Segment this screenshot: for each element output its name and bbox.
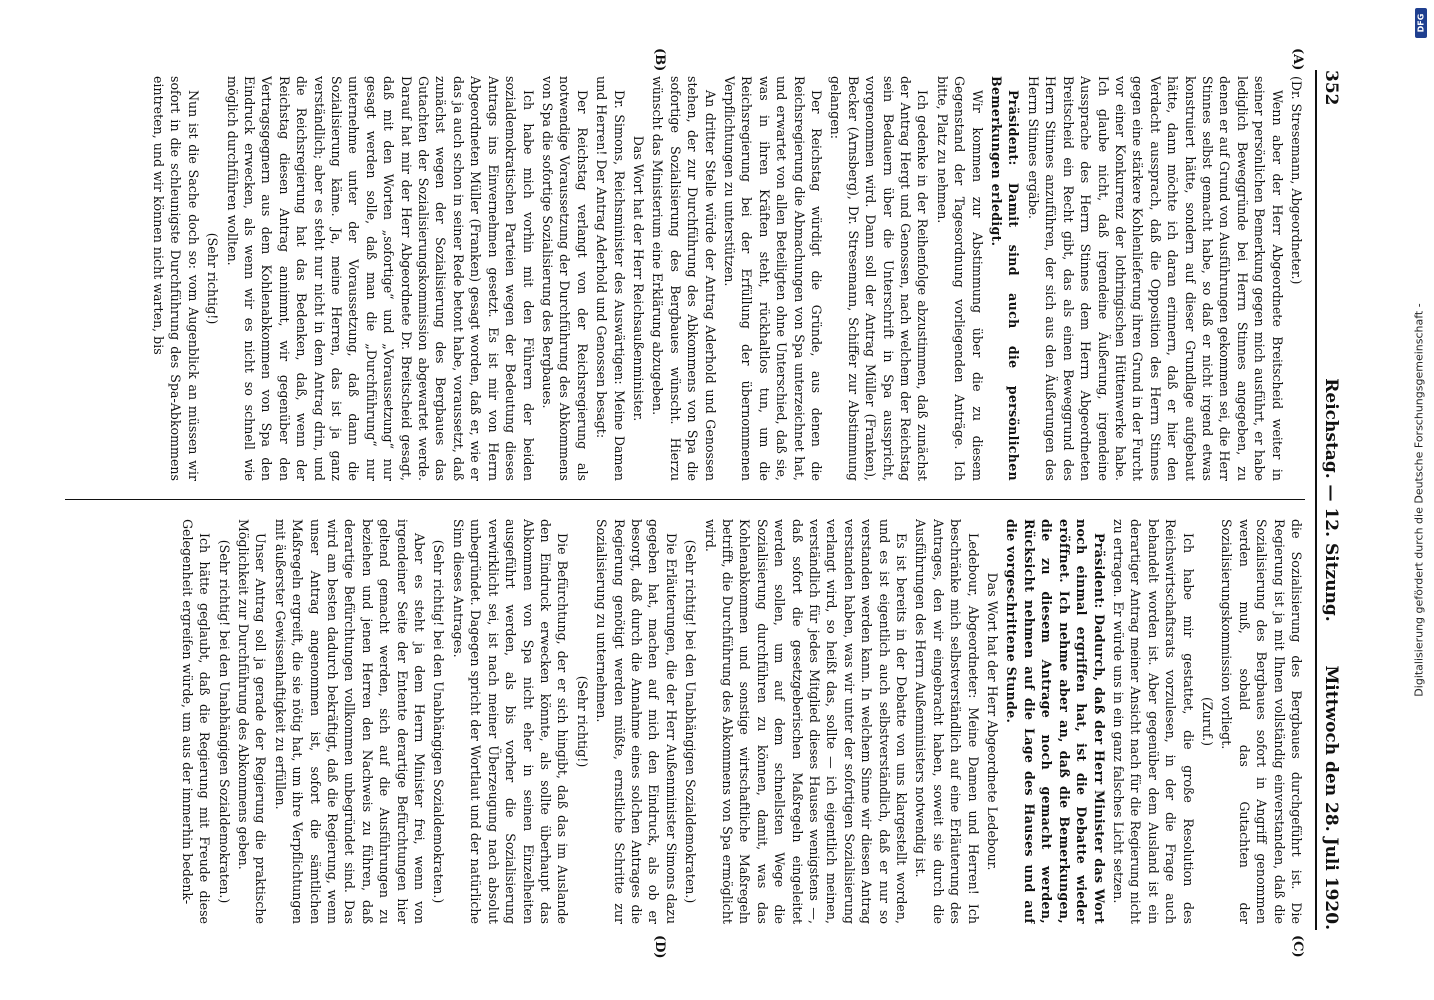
paragraph: Ich habe mich vorhin mit den Führern der beiden sozialdemokratischen Parteien wegen der Bedeutung dieses Antrags ins Einvernehmen gesetzt. Es ist mir von Herrn Abgeordneten Müller (Franken) gesagt worden, daß er, wie er das ja auch schon in seiner Rede betont habe, voraussetzt, daß zunächst wegen der Sozialisierung des Bergbaues das Gutachten der Sozialisierungskommission abgewartet werde. Darauf hat mir der Herr Abgeordnete Dr. Breitscheid gesagt, daß mit den Worten „sofortige“ und „Voraussetzung“ nur gesagt werden solle, daß man die „Durchführung“ nur unternehme unter der Voraussetzung, daß dann die Sozialisierung käme. Ja, meine Herren, das ist ja ganz verständlich; aber es steht nur nicht in dem Antrag drin, und die Reichsregierung hat das Bedenken, daß, wenn der Reichstag diesen Antrag annimmt, wir gegenüber den Vertragsgegnern aus dem Kohlenabkommen von Spa den Eindruck erwecken, als wenn wir es nicht so schnell wie möglich durchführen wollten. [224,76,536,481]
paragraph: Der Reichstag verlangt von der Reichsregierung als notwendige Voraussetzung der Durchführung des Abkommens von Spa die sofortige Sozialisierung des Bergbaues. [539,76,590,481]
paragraph: Ich habe mir gestattet, die große Resolution des Reichswirtschaftsrats vorzulesen, in der die Frage auch behandelt worden ist. Aber gegenüber dem Ausland ist ein derartiger Antrag meiner Ansicht nach für die Regierung nicht zu ertragen. Er würde uns in ein ganz falsches Licht setzen. [1110,519,1196,924]
paragraph: Unser Antrag soll ja gerade der Regierung die praktische Möglichkeit zur Durchführung des Abkommens geben. [236,519,269,924]
paragraph: Dr. Simons, Reichsminister des Auswärtigen: Meine Damen und Herren! Der Antrag Aderhold und Genossen besagt: [594,76,627,481]
margin-mark-c: (C) [1290,935,1305,958]
paragraph: Das Wort hat der Herr Reichsaußenminister. [630,135,646,422]
paragraph: Wenn aber der Herr Abgeordnete Breitscheid weiter in seiner persönlichen Bemerkung gegen mich ausführt, er habe lediglich Beweggründe bei Herrn Stinnes angegeben, zu denen er auf Grund von Ausführungen gekommen sei, die Herr Stinnes selbst gemacht habe, so daß er nicht irgend etwas konstruiert hätte, sondern auf dieser Grundlage aufgebaut hätte, dann möchte ich daran erinnern, daß er hier den Verdacht aussprach, daß die Opposition des Herrn Stinnes gegen eine stärkere Kohlenlieferung ihren Grund in der Furcht vor einer Konkurrenz der lothringischen Hüttenwerke habe. Ich glaube nicht, daß irgendeine Äußerung, irgendeine Aussprache des Herrn Stinnes dem Herrn Abgeordneten Breitscheid ein Recht gibt, das als einen Beweggrund des Herrn Stinnes anzuführen, der sich aus den Äußerungen des Herrn Stinnes ergäbe. [1025,76,1285,481]
attribution-text: Digitalisierung gefördert durch die Deutsche Forschungsgemeinschaft - [1412,303,1426,697]
paragraph: Das Wort hat der Herr Abgeordnete Ledebour. [985,572,1001,871]
paragraph: Präsident: Damit sind auch die persönlichen Bemerkungen erledigt. [989,76,1022,481]
rotated-page [37,40,1367,960]
paragraph: Die Erläuterungen, die der Herr Außenminister Simons dazu gegeben hat, machen auf mich den Eindruck, als ob er besorgt, daß durch die Annahme eines solchen Antrages die Regierung genötigt werden müßte, ernstliche Schritte zur Sozialisierung zu unternehmen. [594,519,679,924]
paragraph: (Sehr richtig!) [205,232,221,325]
header-title: Reichstag. — 12. Sitzung. [1321,378,1341,622]
paragraph: Nun ist die Sache doch so: vom Augenblick an müssen wir sofort in die schleunigste Durchführung des Spa-Abkommens eintreten, und wir können nicht warten, bis [151,76,201,481]
paragraph: An dritter Stelle würde der Antrag Aderhold und Genossen stehen, der zur Durchführung des Abkommens von Spa die sofortige Sozialisierung des Bergbaues wünscht. Hierzu wünscht das Ministerium eine Erklärung abzugeben. [650,76,718,481]
column-divider [65,499,1305,500]
margin-mark-d: (D) [652,935,667,959]
paragraph: Ich gedenke in der Reihenfolge abzustimmen, daß zunächst der Antrag Hergt und Genossen, nach welchem der Reichstag sein Bedauern über die Unterschrift in Spa ausspricht, vorgenommen wird. Dann soll der Antrag Müller (Franken), Becker (Arnsberg), Dr. Stresemann, Schiffer zur Abstimmung gelangen: [828,76,931,481]
paragraph: (Sehr richtig! bei den Unabhängigen Sozialdemokraten.) [683,539,699,904]
page-number: 352 [1321,70,1341,106]
paragraph: (Dr. Stresemann, Abgeordneter.) [1289,76,1304,285]
margin-mark-a: (A) [1290,48,1305,71]
paragraph: (Sehr richtig!) [574,675,590,768]
dfg-logo [1415,8,1427,38]
header-date: Mittwoch den 28. Juli 1920. [1321,665,1341,930]
attribution-strip [1404,0,1434,1000]
paragraph: Der Reichstag würdigt die Gründe, aus denen die Reichsregierung die Abmachungen von Spa unterzeichnet hat, und erwartet von allen Beteiligten ohne Unterschied, daß sie, was in ihren Kräften steht, rückhaltlos tun, um die Reichsregierung bei der Erfüllung der übernommenen Verpflichtungen zu unterstützen. [722,76,825,481]
page-header [1315,70,1347,930]
margin-mark-b: (B) [652,48,667,72]
paragraph: (Sehr richtig! bei den Unabhängigen Sozialdemokraten.) [431,539,447,904]
paragraph: Wir kommen zur Abstimmung über die zu diesem Gegenstand der Tagesordnung vorliegenden Anträge. Ich bitte, Platz zu nehmen. [934,76,985,481]
paragraph: Es ist bereits in der Debatte von uns klargestellt worden, und es ist eigentlich auch selbstverständlich, daß er nur so verstanden werden kann. In welchem Sinne wir diesen Antrag verstanden haben, was wir unter der sofortigen Sozialisierung verlangt wird, so heißt das, sollte — ich eigentlich meinen, verständlich für jedes Mitglied dieses Hauses wenigstens —, daß sofort die gesetzgeberischen Maßregeln eingeleitet werden sollen, um auf dem schnellsten Wege die Sozialisierung durchführen zu können, damit, was das Kohlenabkommen und sonstige wirtschaftliche Maßregeln betrifft, die Durchführung des Abkommens von Spa ermöglicht wird. [702,519,910,924]
left-text-column [65,76,1305,481]
right-text-column [65,519,1305,924]
paragraph: (Zuruf.) [1199,696,1215,747]
paragraph: Die Befürchtung, der er sich hingibt, daß das im Auslande den Eindruck erwecken könnte, als sollte überhaupt das Abkommen von Spa nicht eher in seinen Einzelheiten ausgeführt werden, als bis vorher die Sozialisierung verwirklicht sei, ist nach meiner Überzeugung nach absolut unbegründet. Dagegen spricht der Wortlaut und der natürliche Sinn dieses Antrages. [450,519,571,924]
paragraph: Präsident: Dadurch, daß der Herr Minister das Wort noch einmal ergriffen hat, ist die Debatte wieder eröffnet. Ich nehme aber an, daß die Bemerkungen, die zu diesem Antrage noch gemacht werden, Rücksicht nehmen auf die Lage des Hauses und auf die vorgeschrittene Stunde. [1004,519,1107,924]
paragraph: die Sozialisierung des Bergbaues durchgeführt ist. Die Regierung ist ja mit Ihnen vollständig einverstanden, daß die Sozialisierung des Bergbaues sofort in Angriff genommen werden muß, sobald das Gutachten der Sozialisierungskommission vorliegt. [1219,519,1304,924]
paragraph: Ledebour, Abgeordneter: Meine Damen und Herren! Ich beschränke mich selbstverständlich auf eine Erläuterung des Antrages, den wir eingebracht haben, soweit sie durch die Ausführungen des Herrn Außenministers notwendig ist. [913,519,981,924]
dfg-logo-text: DFG [1416,13,1426,33]
paragraph: Ich hätte geglaubt, daß die Regierung mit Freude diese Gelegenheit ergreifen würde, um aus der immerhin bedenk- [179,519,213,924]
paragraph: Aber es steht ja dem Herrn Minister frei, wenn von irgendeiner Seite der Entente derartige Befürchtungen hier geltend gemacht werden, sich auf die Ausführungen zu beziehen und jenen Herren den Nachweis zu führen, daß derartige Befürchtungen vollkommen unbegründet sind. Das wird am besten dadurch bekräftigt, daß die Regierung, wenn unser Antrag angenommen ist, sofort die sämtlichen Maßregeln ergreift, die sie nötig hat, um ihre Verpflichtungen mit äußerster Gewissenhaftigkeit zu erfüllen. [272,519,428,924]
paragraph: (Sehr richtig! bei den Unabhängigen Sozialdemokraten.) [216,539,232,904]
